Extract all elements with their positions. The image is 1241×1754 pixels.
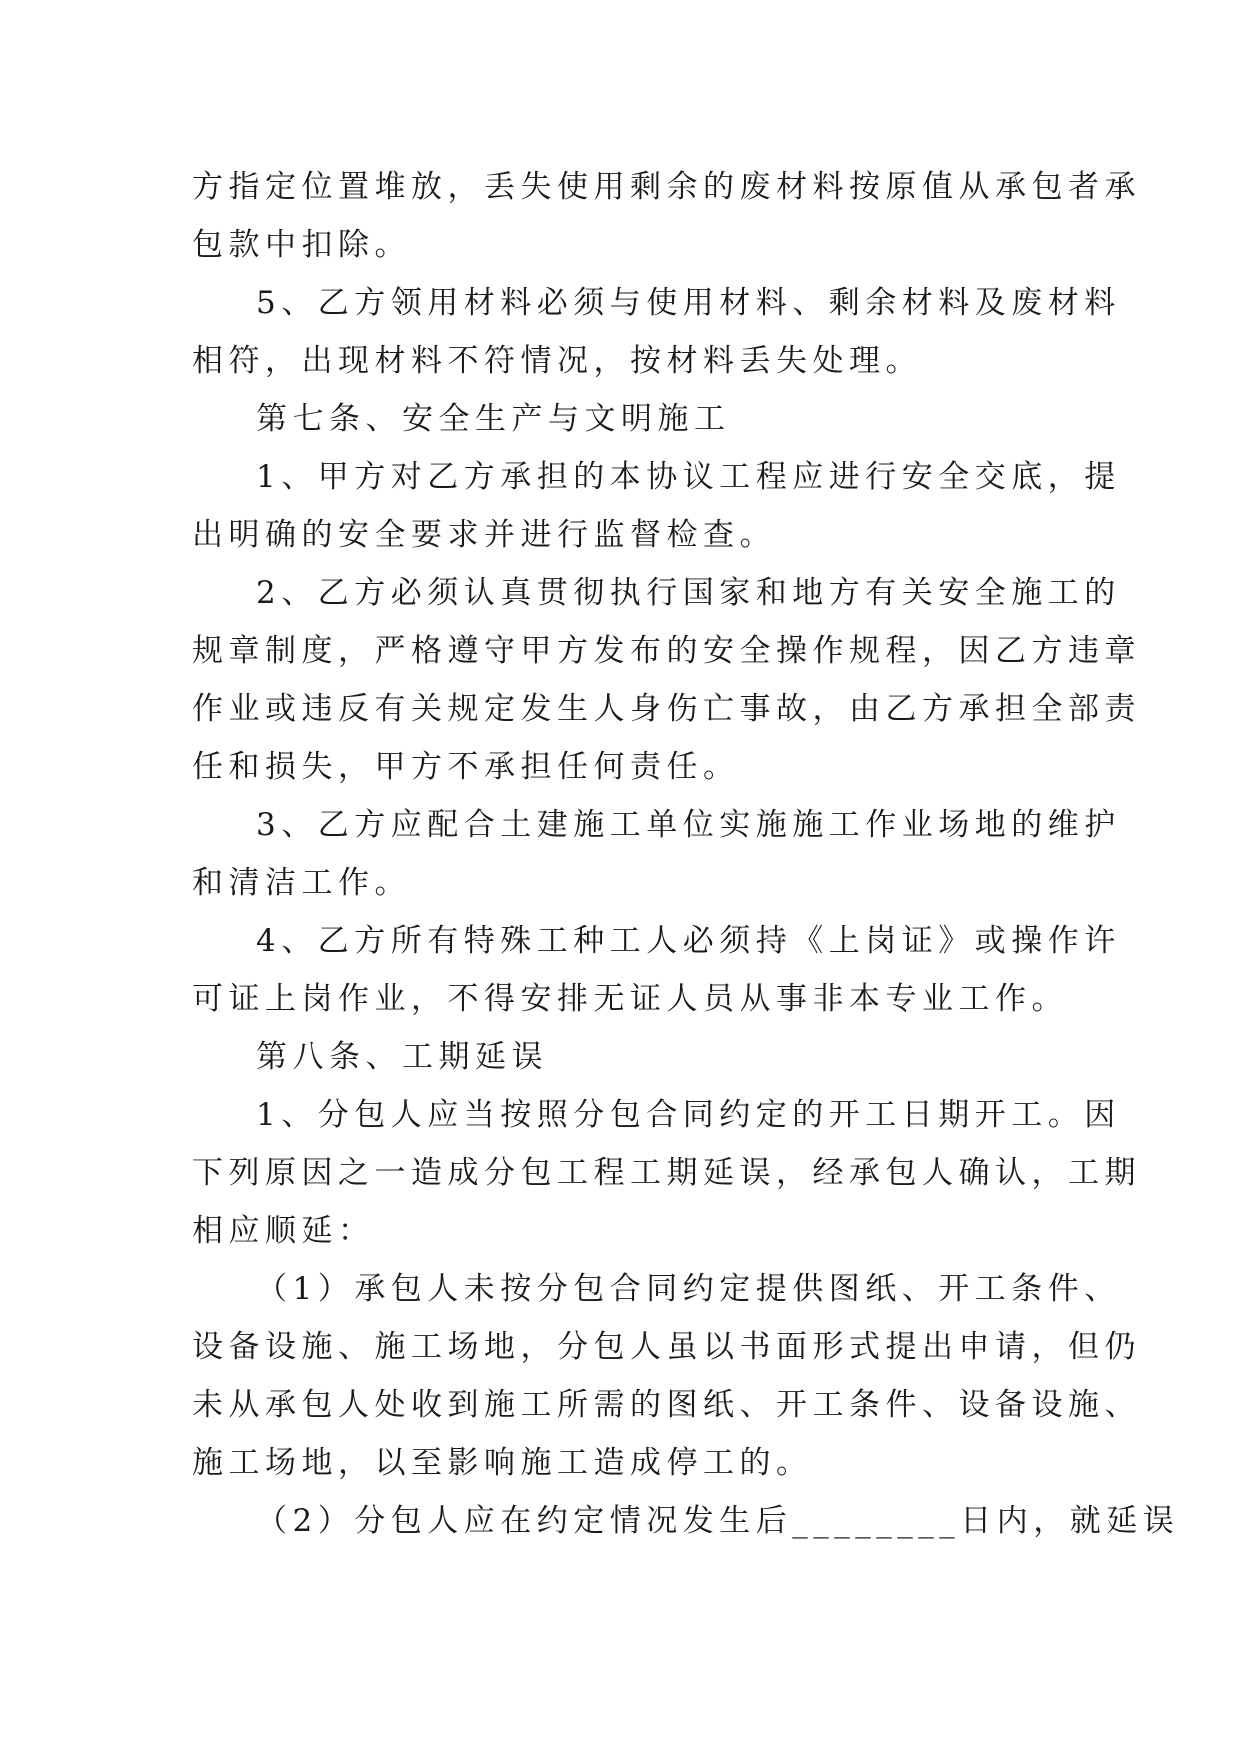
text-line: （2）分包人应在约定情况发生后________日内，就延误 (256, 1503, 1180, 1539)
text-line: 相应顺延： (192, 1213, 375, 1249)
text-line: 作业或违反有关规定发生人身伤亡事故，由乙方承担全部责 (192, 691, 1141, 727)
text-line: 3、乙方应配合土建施工单位实施施工作业场地的维护 (256, 807, 1121, 843)
text-line: （1）承包人未按分包合同约定提供图纸、开工条件、 (256, 1271, 1121, 1307)
text-line: 出明确的安全要求并进行监督检查。 (192, 517, 776, 553)
text-line: 下列原因之一造成分包工程工期延误，经承包人确认，工期 (192, 1155, 1141, 1191)
section-heading: 第八条、工期延误 (256, 1039, 548, 1075)
text-line: 设备设施、施工场地，分包人虽以书面形式提出申请，但仍 (192, 1329, 1141, 1365)
text-line: 未从承包人处收到施工所需的图纸、开工条件、设备设施、 (192, 1387, 1141, 1423)
text-line: 任和损失，甲方不承担任何责任。 (192, 749, 740, 785)
document-body (192, 158, 1180, 1550)
text-line: 2、乙方必须认真贯彻执行国家和地方有关安全施工的 (256, 575, 1121, 611)
section-heading: 第七条、安全生产与文明施工 (256, 401, 731, 437)
text-line: 和清洁工作。 (192, 865, 411, 901)
text-line: 包款中扣除。 (192, 227, 411, 263)
text-line: 1、分包人应当按照分包合同约定的开工日期开工。因 (256, 1097, 1121, 1133)
text-line: 5、乙方领用材料必须与使用材料、剩余材料及废材料 (256, 285, 1121, 321)
text-line: 可证上岗作业，不得安排无证人员从事非本专业工作。 (192, 981, 1068, 1017)
text-line: 方指定位置堆放，丢失使用剩余的废材料按原值从承包者承 (192, 169, 1141, 205)
text-line: 4、乙方所有特殊工种工人必须持《上岗证》或操作许 (256, 923, 1121, 959)
text-line: 施工场地，以至影响施工造成停工的。 (192, 1445, 813, 1481)
text-line: 规章制度，严格遵守甲方发布的安全操作规程，因乙方违章 (192, 633, 1141, 669)
text-line: 相符，出现材料不符情况，按材料丢失处理。 (192, 343, 922, 379)
text-line: 1、甲方对乙方承担的本协议工程应进行安全交底，提 (256, 459, 1121, 495)
